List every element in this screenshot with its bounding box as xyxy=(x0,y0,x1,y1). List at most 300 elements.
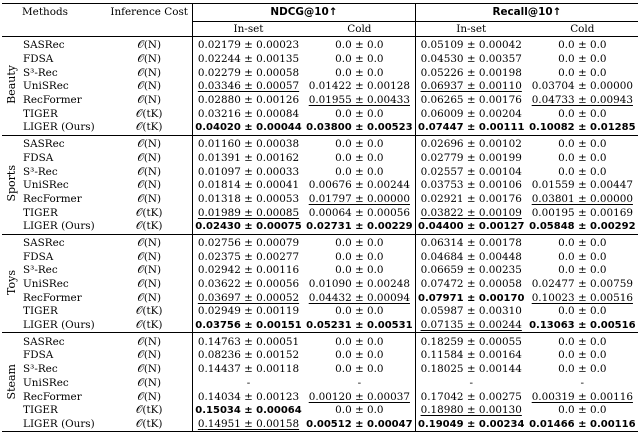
value-ndcg-inset: 0.14437 ± 0.00118 xyxy=(197,363,300,376)
cell-recall-inset xyxy=(415,278,526,292)
cell-recall-inset xyxy=(415,250,526,264)
cell-ndcg-inset xyxy=(193,234,304,250)
inference-cost: 𝒪(N) xyxy=(137,236,162,249)
value-ndcg-cold: 0.0 ± 0.0 xyxy=(335,39,384,52)
cell-recall-cold xyxy=(527,37,638,53)
value-ndcg-cold: 0.0 ± 0.0 xyxy=(335,53,384,66)
table-row xyxy=(2,165,638,179)
value-ndcg-cold: 0.0 ± 0.0 xyxy=(335,138,384,151)
table-row xyxy=(2,206,638,220)
value-recall-cold: 0.03704 ± 0.00000 xyxy=(531,80,633,93)
value-ndcg-inset: 0.08236 ± 0.00152 xyxy=(197,349,300,362)
value-ndcg-inset: 0.02880 ± 0.00126 xyxy=(197,94,300,107)
cell-ndcg-cold xyxy=(304,152,415,166)
value-ndcg-inset: 0.04020 ± 0.00044 xyxy=(195,122,302,134)
value-ndcg-cold: 0.01090 ± 0.00248 xyxy=(308,278,410,291)
method-name: UniSRec xyxy=(23,80,69,93)
cell-recall-inset xyxy=(415,418,526,432)
inference-cost: 𝒪(N) xyxy=(137,278,162,291)
method-name: UniSRec xyxy=(23,376,69,389)
method-name: LIGER (Ours) xyxy=(20,319,106,333)
cell-ndcg-cold xyxy=(304,135,415,151)
cell-recall-cold xyxy=(527,349,638,363)
cell-ndcg-inset xyxy=(193,363,304,377)
dataset-label-cell xyxy=(2,135,20,234)
value-recall-inset: 0.05987 ± 0.00310 xyxy=(420,305,522,318)
method-name: RecFormer xyxy=(23,94,82,107)
value-recall-cold: 0.03801 ± 0.00000 xyxy=(531,192,633,205)
inference-cost: 𝒪(N) xyxy=(137,349,162,362)
header-inference-cost: Inference Cost xyxy=(106,4,192,22)
cell-ndcg-cold xyxy=(304,377,415,391)
value-recall-cold: 0.10023 ± 0.00516 xyxy=(531,291,633,304)
method-name: FDSA xyxy=(23,349,54,362)
value-ndcg-inset: 0.02244 ± 0.00135 xyxy=(197,53,300,66)
cell-ndcg-inset xyxy=(193,53,304,67)
inference-cost: 𝒪(N) xyxy=(137,291,162,304)
table-row xyxy=(2,404,638,418)
inference-cost: 𝒪(N) xyxy=(137,335,162,348)
cell-recall-inset xyxy=(415,179,526,193)
value-recall-cold: 0.0 ± 0.0 xyxy=(558,107,607,120)
results-table xyxy=(2,3,638,432)
cell-recall-inset xyxy=(415,66,526,80)
cell-recall-cold xyxy=(527,152,638,166)
cell-ndcg-inset xyxy=(193,390,304,404)
cell-ndcg-inset xyxy=(193,377,304,391)
table-row xyxy=(2,152,638,166)
cell-recall-inset xyxy=(415,264,526,278)
cell-recall-cold xyxy=(527,66,638,80)
cell-recall-cold xyxy=(527,193,638,207)
cell-recall-cold xyxy=(527,278,638,292)
table-row xyxy=(2,250,638,264)
value-recall-cold: 0.00319 ± 0.00116 xyxy=(531,390,633,403)
cell-ndcg-cold xyxy=(304,404,415,418)
cell-recall-cold xyxy=(527,165,638,179)
header-ndcg-inset: In-set xyxy=(193,22,304,37)
value-ndcg-cold: 0.0 ± 0.0 xyxy=(335,165,384,178)
cell-ndcg-inset xyxy=(193,135,304,151)
cell-ndcg-cold xyxy=(304,206,415,220)
table-row xyxy=(2,53,638,67)
cell-ndcg-inset xyxy=(193,250,304,264)
inference-cost: 𝒪(tK) xyxy=(135,107,163,120)
cell-recall-cold xyxy=(527,418,638,432)
value-recall-cold: 0.0 ± 0.0 xyxy=(558,151,607,164)
value-ndcg-inset: 0.02949 ± 0.00119 xyxy=(197,305,300,318)
cell-ndcg-cold xyxy=(304,250,415,264)
cell-ndcg-cold xyxy=(304,264,415,278)
inference-cost: 𝒪(N) xyxy=(137,151,162,164)
cell-ndcg-inset xyxy=(193,107,304,121)
value-recall-inset: 0.07447 ± 0.00111 xyxy=(417,122,525,134)
value-recall-inset: 0.02921 ± 0.00176 xyxy=(420,192,522,205)
value-recall-cold: 0.13063 ± 0.00516 xyxy=(529,320,636,332)
method-name: UniSRec xyxy=(23,179,69,192)
table-row xyxy=(2,66,638,80)
table-row xyxy=(2,363,638,377)
cell-ndcg-inset xyxy=(193,333,304,349)
value-ndcg-cold: 0.00512 ± 0.00047 xyxy=(306,418,413,430)
inference-cost: 𝒪(tK) xyxy=(106,418,192,432)
value-recall-inset: 0.06659 ± 0.00235 xyxy=(420,264,522,277)
cell-recall-cold xyxy=(527,94,638,108)
inference-cost: 𝒪(N) xyxy=(137,138,162,151)
method-name: SASRec xyxy=(23,236,65,249)
value-ndcg-inset: 0.14763 ± 0.00051 xyxy=(197,335,300,348)
value-ndcg-inset: 0.01097 ± 0.00033 xyxy=(197,165,300,178)
inference-cost: 𝒪(N) xyxy=(137,390,162,403)
method-name: FDSA xyxy=(23,250,54,263)
cell-recall-inset xyxy=(415,319,526,333)
cell-recall-cold xyxy=(527,206,638,220)
value-ndcg-cold: 0.02731 ± 0.00229 xyxy=(306,221,413,233)
table-row xyxy=(2,305,638,319)
cell-recall-cold xyxy=(527,234,638,250)
cell-recall-inset xyxy=(415,152,526,166)
cell-ndcg-cold xyxy=(304,333,415,349)
value-recall-inset: 0.18259 ± 0.00055 xyxy=(420,335,522,348)
method-name: S³-Rec xyxy=(23,363,58,376)
value-ndcg-cold: 0.04432 ± 0.00094 xyxy=(308,291,410,304)
value-recall-cold: 0.0 ± 0.0 xyxy=(558,349,607,362)
cell-recall-inset xyxy=(415,404,526,418)
cell-recall-inset xyxy=(415,390,526,404)
value-recall-inset: 0.05109 ± 0.00042 xyxy=(420,39,522,52)
value-recall-inset: 0.02696 ± 0.00102 xyxy=(420,138,522,151)
cell-ndcg-cold xyxy=(304,220,415,234)
inference-cost: 𝒪(N) xyxy=(137,66,162,79)
cell-ndcg-cold xyxy=(304,107,415,121)
value-recall-cold: 0.0 ± 0.0 xyxy=(558,53,607,66)
value-ndcg-inset: 0.01391 ± 0.00162 xyxy=(197,151,300,164)
method-name: S³-Rec xyxy=(23,66,58,79)
value-recall-cold: 0.0 ± 0.0 xyxy=(558,39,607,52)
cell-ndcg-cold xyxy=(304,165,415,179)
dataset-label-sports: Sports xyxy=(4,165,18,202)
value-recall-inset: 0.04400 ± 0.00127 xyxy=(417,221,525,233)
cell-ndcg-cold xyxy=(304,305,415,319)
cell-ndcg-inset xyxy=(193,66,304,80)
table-row xyxy=(2,121,638,135)
header-ndcg-cold: Cold xyxy=(304,22,415,37)
value-ndcg-inset: 0.02375 ± 0.00277 xyxy=(197,250,300,263)
header-recall-cold: Cold xyxy=(527,22,638,37)
value-recall-inset: 0.06009 ± 0.00204 xyxy=(420,107,522,120)
value-recall-inset: 0.07472 ± 0.00058 xyxy=(420,278,522,291)
table-row xyxy=(2,107,638,121)
cell-ndcg-cold xyxy=(304,234,415,250)
cell-ndcg-inset xyxy=(193,291,304,305)
cell-recall-inset xyxy=(415,333,526,349)
value-ndcg-inset: 0.03756 ± 0.00151 xyxy=(195,320,302,332)
value-recall-cold: 0.04733 ± 0.00943 xyxy=(531,94,633,107)
cell-ndcg-inset xyxy=(193,264,304,278)
value-ndcg-cold: 0.01797 ± 0.00000 xyxy=(308,192,410,205)
cell-ndcg-cold xyxy=(304,349,415,363)
inference-cost: 𝒪(tK) xyxy=(106,319,192,333)
inference-cost: 𝒪(N) xyxy=(137,39,162,52)
table-row xyxy=(2,179,638,193)
cell-recall-cold xyxy=(527,305,638,319)
cell-ndcg-inset xyxy=(193,165,304,179)
value-recall-cold: 0.0 ± 0.0 xyxy=(558,264,607,277)
header-recall-inset: In-set xyxy=(415,22,526,37)
inference-cost: 𝒪(tK) xyxy=(106,220,192,234)
cell-recall-inset xyxy=(415,53,526,67)
cell-ndcg-cold xyxy=(304,37,415,53)
cell-recall-cold xyxy=(527,390,638,404)
cell-ndcg-inset xyxy=(193,206,304,220)
value-ndcg-cold: 0.0 ± 0.0 xyxy=(335,349,384,362)
value-recall-inset: 0.06265 ± 0.00176 xyxy=(420,94,522,107)
cell-ndcg-cold xyxy=(304,179,415,193)
value-recall-cold: 0.0 ± 0.0 xyxy=(558,363,607,376)
cell-recall-cold xyxy=(527,135,638,151)
value-ndcg-inset: 0.02942 ± 0.00116 xyxy=(197,264,300,277)
table-row xyxy=(2,264,638,278)
method-name: S³-Rec xyxy=(23,264,58,277)
value-ndcg-cold: 0.0 ± 0.0 xyxy=(335,250,384,263)
cell-recall-cold xyxy=(527,319,638,333)
cell-ndcg-inset xyxy=(193,193,304,207)
value-ndcg-cold: 0.0 ± 0.0 xyxy=(335,151,384,164)
cell-ndcg-cold xyxy=(304,53,415,67)
cell-ndcg-cold xyxy=(304,363,415,377)
inference-cost: 𝒪(N) xyxy=(137,94,162,107)
value-ndcg-inset: 0.15034 ± 0.00064 xyxy=(195,405,302,417)
value-recall-inset: - xyxy=(469,376,473,389)
cell-ndcg-inset xyxy=(193,319,304,333)
method-name: LIGER (Ours) xyxy=(20,418,106,432)
value-recall-inset: 0.05226 ± 0.00198 xyxy=(420,66,522,79)
value-ndcg-inset: 0.01814 ± 0.00041 xyxy=(197,179,300,192)
cell-ndcg-inset xyxy=(193,418,304,432)
value-recall-inset: 0.07971 ± 0.00170 xyxy=(417,292,525,304)
value-recall-inset: 0.02779 ± 0.00199 xyxy=(420,151,522,164)
cell-recall-cold xyxy=(527,264,638,278)
method-name: SASRec xyxy=(23,335,65,348)
value-recall-inset: 0.18025 ± 0.00144 xyxy=(420,363,522,376)
value-ndcg-cold: 0.0 ± 0.0 xyxy=(335,305,384,318)
value-ndcg-cold: 0.00676 ± 0.00244 xyxy=(308,179,410,192)
value-ndcg-inset: 0.01160 ± 0.00038 xyxy=(197,138,300,151)
value-recall-cold: 0.0 ± 0.0 xyxy=(558,250,607,263)
cell-ndcg-cold xyxy=(304,319,415,333)
cell-recall-inset xyxy=(415,107,526,121)
cell-ndcg-cold xyxy=(304,94,415,108)
table-row xyxy=(2,94,638,108)
value-recall-cold: 0.05848 ± 0.00292 xyxy=(529,221,636,233)
value-ndcg-inset: 0.03216 ± 0.00084 xyxy=(197,107,300,120)
value-ndcg-cold: - xyxy=(357,376,362,389)
cell-ndcg-inset xyxy=(193,305,304,319)
value-ndcg-inset: 0.03697 ± 0.00052 xyxy=(197,291,300,304)
value-recall-cold: 0.01559 ± 0.00447 xyxy=(531,179,633,192)
value-ndcg-cold: 0.05231 ± 0.00531 xyxy=(306,320,413,332)
inference-cost: 𝒪(tK) xyxy=(135,404,163,417)
inference-cost: 𝒪(N) xyxy=(137,53,162,66)
value-ndcg-cold: 0.0 ± 0.0 xyxy=(335,264,384,277)
inference-cost: 𝒪(N) xyxy=(137,165,162,178)
cell-ndcg-cold xyxy=(304,278,415,292)
cell-ndcg-cold xyxy=(304,121,415,135)
cell-recall-inset xyxy=(415,377,526,391)
value-ndcg-inset: 0.14034 ± 0.00123 xyxy=(197,390,300,403)
method-name: LIGER (Ours) xyxy=(20,121,106,135)
inference-cost: 𝒪(tK) xyxy=(135,305,163,318)
cell-recall-inset xyxy=(415,349,526,363)
cell-ndcg-cold xyxy=(304,66,415,80)
value-ndcg-cold: 0.0 ± 0.0 xyxy=(335,404,384,417)
cell-recall-inset xyxy=(415,206,526,220)
value-recall-cold: 0.0 ± 0.0 xyxy=(558,165,607,178)
value-ndcg-cold: 0.0 ± 0.0 xyxy=(335,363,384,376)
method-name: FDSA xyxy=(23,53,54,66)
cell-recall-inset xyxy=(415,121,526,135)
cell-recall-cold xyxy=(527,107,638,121)
table-row xyxy=(2,37,638,53)
value-recall-cold: 0.0 ± 0.0 xyxy=(558,138,607,151)
table-row xyxy=(2,80,638,94)
table-row xyxy=(2,220,638,234)
value-recall-cold: 0.0 ± 0.0 xyxy=(558,305,607,318)
value-ndcg-cold: 0.03800 ± 0.00523 xyxy=(306,122,413,134)
value-recall-inset: 0.11584 ± 0.00164 xyxy=(420,349,522,362)
inference-cost: 𝒪(N) xyxy=(137,376,162,389)
value-ndcg-inset: 0.03622 ± 0.00056 xyxy=(197,278,300,291)
method-name: TIGER xyxy=(23,404,58,417)
method-name: RecFormer xyxy=(23,192,82,205)
value-ndcg-inset: - xyxy=(246,376,251,389)
cell-recall-cold xyxy=(527,363,638,377)
cell-recall-inset xyxy=(415,305,526,319)
table-row xyxy=(2,377,638,391)
cell-ndcg-inset xyxy=(193,80,304,94)
cell-recall-cold xyxy=(527,220,638,234)
value-ndcg-cold: 0.01955 ± 0.00433 xyxy=(308,94,410,107)
cell-ndcg-inset xyxy=(193,278,304,292)
value-ndcg-cold: 0.01422 ± 0.00128 xyxy=(308,80,410,93)
value-recall-cold: 0.0 ± 0.0 xyxy=(558,335,607,348)
inference-cost: 𝒪(N) xyxy=(137,80,162,93)
dataset-label-cell xyxy=(2,37,20,136)
cell-recall-inset xyxy=(415,363,526,377)
value-recall-inset: 0.19049 ± 0.00234 xyxy=(417,418,525,430)
value-recall-cold: 0.10082 ± 0.01285 xyxy=(529,122,636,134)
cell-recall-inset xyxy=(415,193,526,207)
cell-ndcg-inset xyxy=(193,37,304,53)
value-recall-inset: 0.07135 ± 0.00244 xyxy=(420,319,522,332)
value-ndcg-cold: 0.0 ± 0.0 xyxy=(335,335,384,348)
cell-recall-inset xyxy=(415,80,526,94)
cell-ndcg-inset xyxy=(193,152,304,166)
header-dataset-blank xyxy=(2,4,20,22)
value-ndcg-inset: 0.02279 ± 0.00058 xyxy=(197,66,300,79)
value-recall-inset: 0.04530 ± 0.00357 xyxy=(420,53,522,66)
table-row xyxy=(2,390,638,404)
value-recall-inset: 0.02557 ± 0.00104 xyxy=(420,165,522,178)
dataset-label-cell xyxy=(2,333,20,432)
header-ndcg: NDCG@10↑ xyxy=(193,4,416,22)
value-recall-cold: 0.0 ± 0.0 xyxy=(558,66,607,79)
dataset-label-steam: Steam xyxy=(4,363,18,400)
value-recall-inset: 0.18980 ± 0.00130 xyxy=(420,404,522,417)
table-row xyxy=(2,193,638,207)
cell-recall-inset xyxy=(415,234,526,250)
cell-recall-inset xyxy=(415,94,526,108)
cell-recall-cold xyxy=(527,377,638,391)
value-recall-inset: 0.04684 ± 0.00448 xyxy=(420,250,522,263)
method-name: TIGER xyxy=(23,206,58,219)
inference-cost: 𝒪(N) xyxy=(137,250,162,263)
value-recall-inset: 0.06937 ± 0.00110 xyxy=(420,80,522,93)
table-row xyxy=(2,319,638,333)
method-name: FDSA xyxy=(23,151,54,164)
cell-ndcg-cold xyxy=(304,193,415,207)
value-ndcg-cold: 0.0 ± 0.0 xyxy=(335,236,384,249)
cell-ndcg-cold xyxy=(304,80,415,94)
value-recall-inset: 0.06314 ± 0.00178 xyxy=(420,236,522,249)
table-row xyxy=(2,333,638,349)
method-name: TIGER xyxy=(23,305,58,318)
inference-cost: 𝒪(N) xyxy=(137,192,162,205)
value-recall-cold: - xyxy=(580,376,585,389)
cell-recall-cold xyxy=(527,53,638,67)
value-ndcg-cold: 0.00064 ± 0.00056 xyxy=(308,206,410,219)
cell-ndcg-cold xyxy=(304,390,415,404)
method-name: TIGER xyxy=(23,107,58,120)
value-ndcg-cold: 0.00120 ± 0.00037 xyxy=(308,390,410,403)
cell-ndcg-cold xyxy=(304,291,415,305)
method-name: SASRec xyxy=(23,138,65,151)
value-ndcg-cold: 0.0 ± 0.0 xyxy=(335,107,384,120)
value-ndcg-cold: 0.0 ± 0.0 xyxy=(335,66,384,79)
inference-cost: 𝒪(tK) xyxy=(135,206,163,219)
table-row xyxy=(2,234,638,250)
cell-ndcg-inset xyxy=(193,404,304,418)
header-recall: Recall@10↑ xyxy=(415,4,638,22)
value-recall-cold: 0.00195 ± 0.00169 xyxy=(531,206,633,219)
table-row xyxy=(2,418,638,432)
method-name: SASRec xyxy=(23,39,65,52)
cell-recall-cold xyxy=(527,404,638,418)
table-row xyxy=(2,135,638,151)
value-recall-inset: 0.03822 ± 0.00109 xyxy=(420,206,522,219)
cell-recall-inset xyxy=(415,37,526,53)
cell-recall-inset xyxy=(415,291,526,305)
cell-recall-cold xyxy=(527,291,638,305)
method-name: RecFormer xyxy=(23,291,82,304)
method-name: S³-Rec xyxy=(23,165,58,178)
inference-cost: 𝒪(N) xyxy=(137,179,162,192)
value-recall-inset: 0.17042 ± 0.00275 xyxy=(420,390,522,403)
value-recall-cold: 0.0 ± 0.0 xyxy=(558,404,607,417)
table-row xyxy=(2,291,638,305)
cell-ndcg-inset xyxy=(193,179,304,193)
value-ndcg-inset: 0.14951 ± 0.00158 xyxy=(197,417,300,430)
value-recall-cold: 0.02477 ± 0.00759 xyxy=(531,278,633,291)
cell-recall-cold xyxy=(527,179,638,193)
method-name: LIGER (Ours) xyxy=(20,220,106,234)
table-row xyxy=(2,349,638,363)
cell-ndcg-cold xyxy=(304,418,415,432)
inference-cost: 𝒪(tK) xyxy=(106,121,192,135)
cell-recall-inset xyxy=(415,135,526,151)
cell-recall-cold xyxy=(527,333,638,349)
value-recall-cold: 0.01466 ± 0.00116 xyxy=(529,418,636,430)
